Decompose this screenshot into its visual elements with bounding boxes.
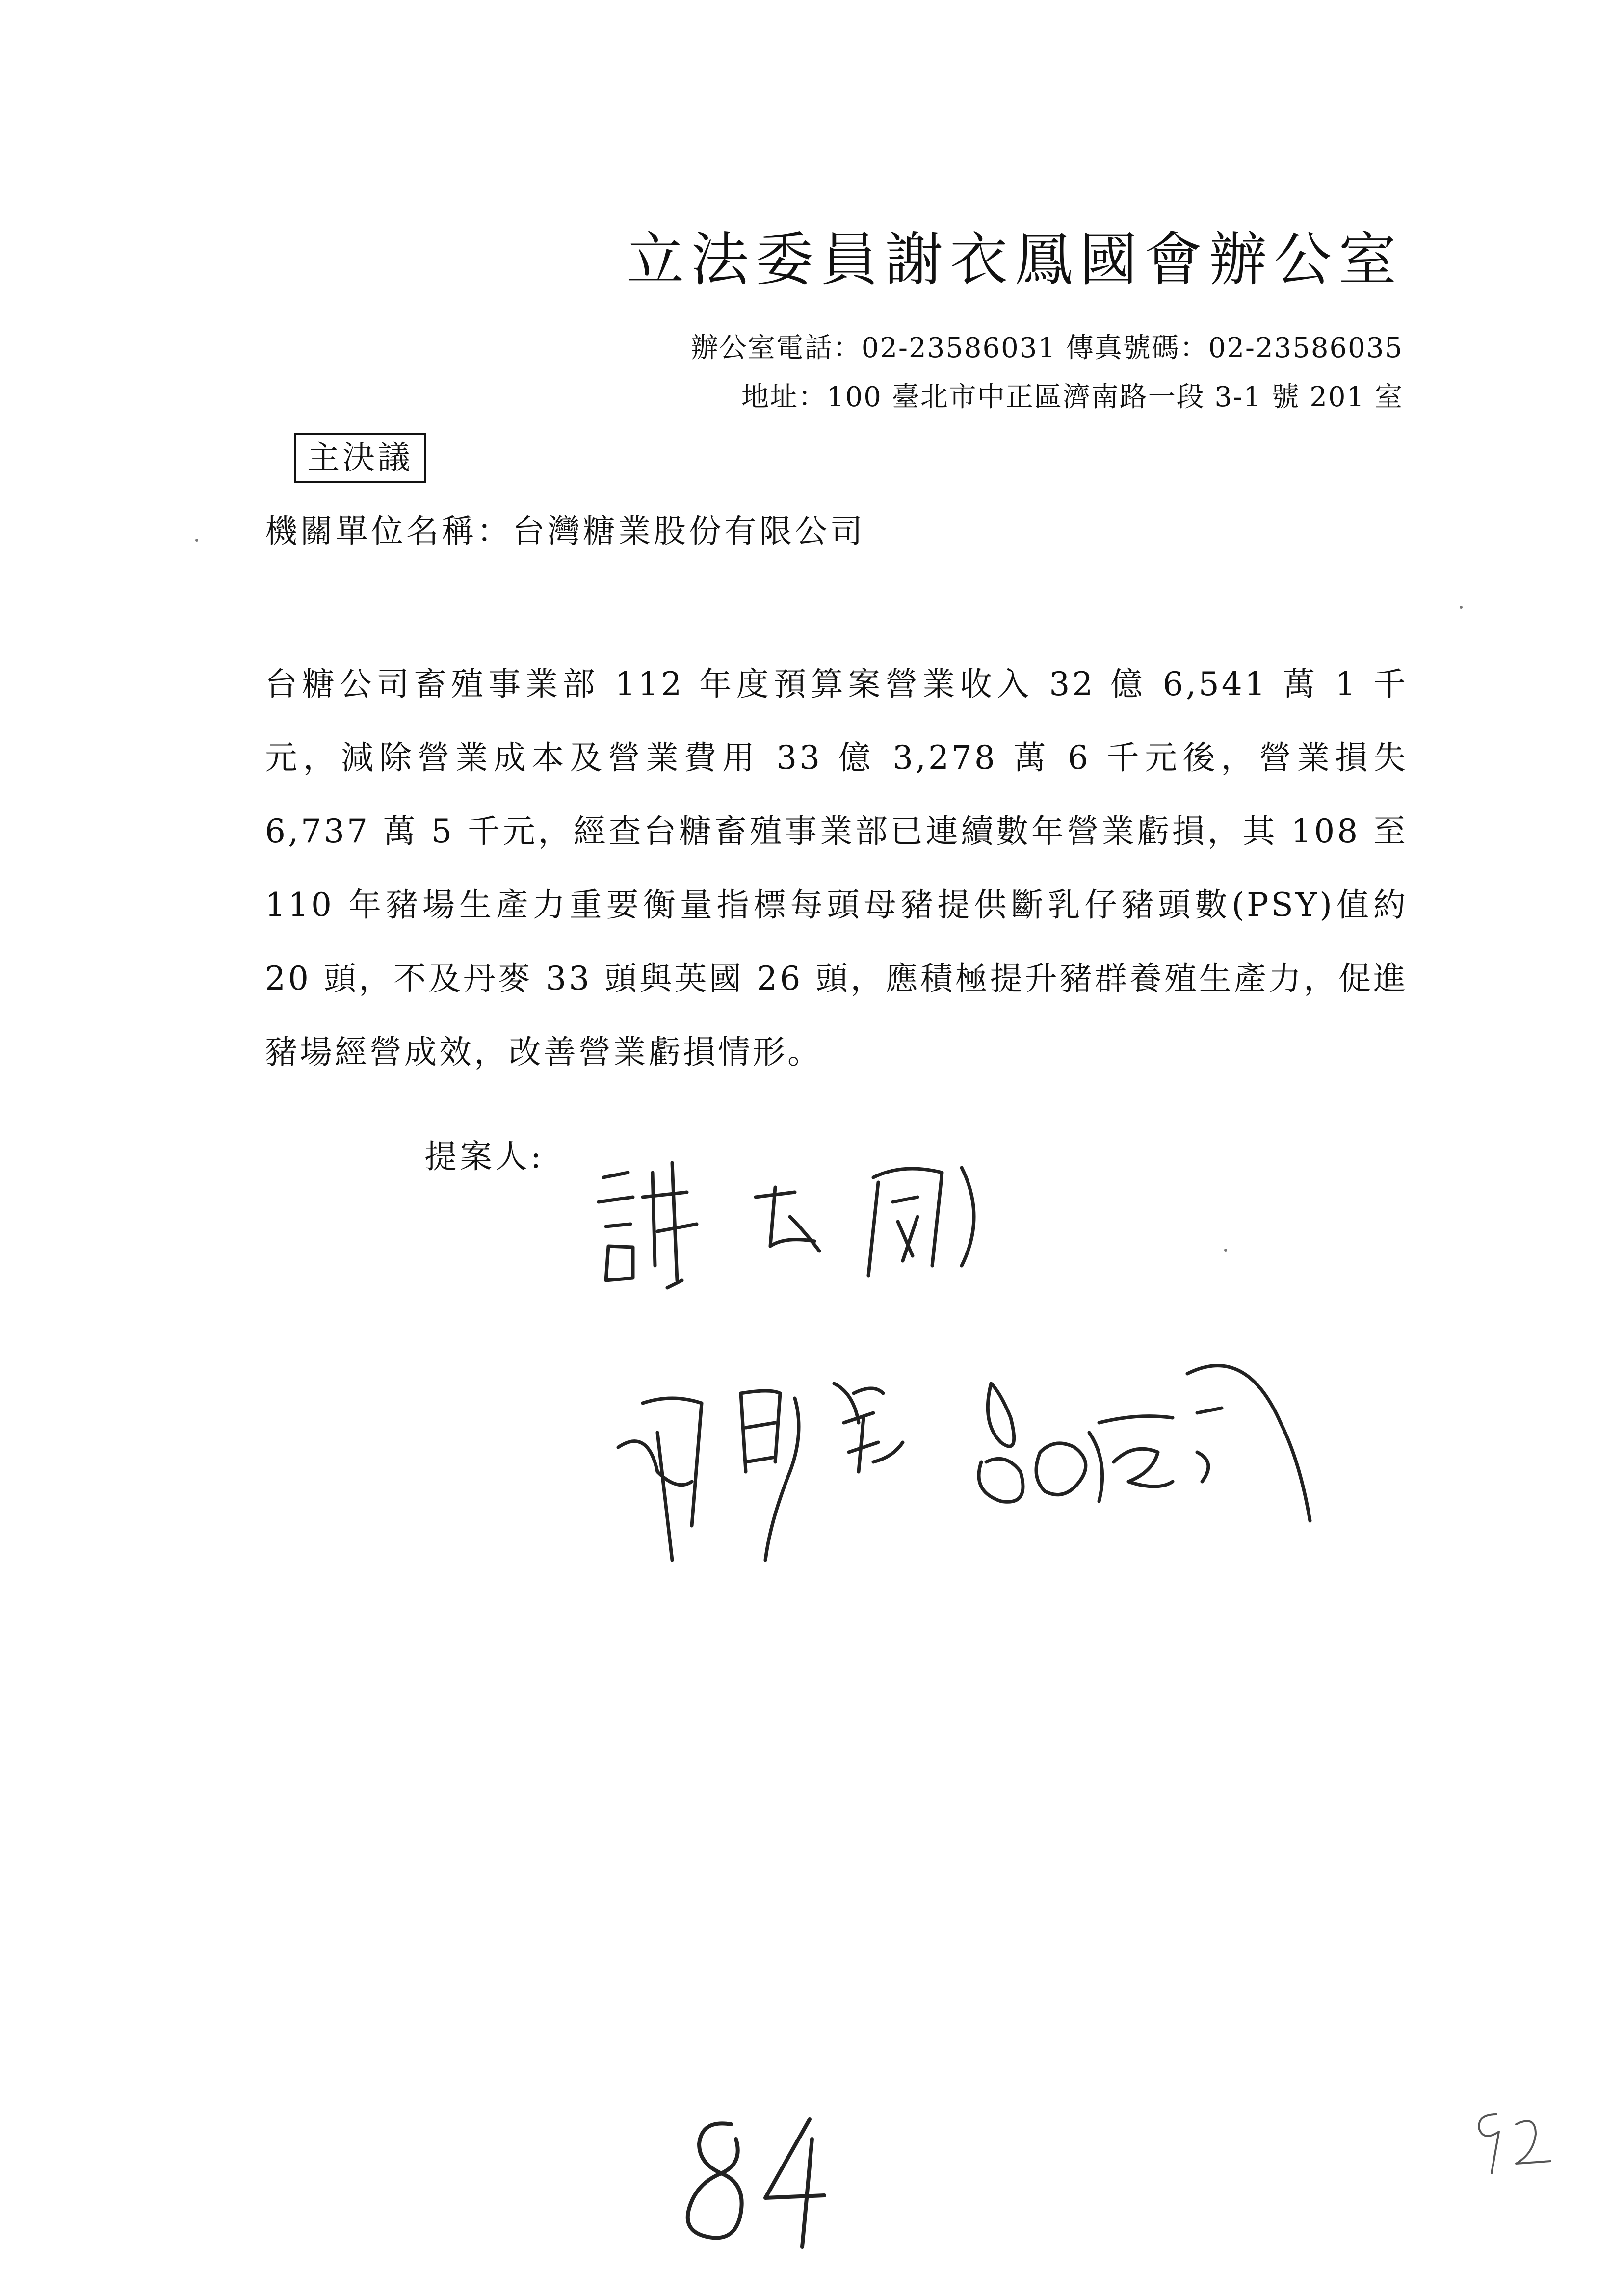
proposer-signatures bbox=[559, 1119, 1442, 1609]
organization-line: 機關單位名稱：台灣糖業股份有限公司 bbox=[265, 512, 865, 550]
handwritten-corner-mark bbox=[1462, 2105, 1570, 2183]
contact-phone-fax: 辦公室電話：02-23586031 傳真號碼：02-23586035 bbox=[690, 332, 1403, 364]
scan-speck bbox=[1224, 1249, 1227, 1252]
signature-3 bbox=[979, 1366, 1310, 1521]
handwritten-page-number bbox=[662, 2110, 868, 2257]
document-type-box: 主決議 bbox=[294, 433, 426, 483]
signature-1 bbox=[599, 1163, 974, 1288]
office-title: 立法委員謝衣鳳國會辦公室 bbox=[626, 226, 1403, 293]
scan-speck bbox=[1460, 606, 1463, 609]
proposer-label: 提案人: bbox=[424, 1138, 545, 1175]
signature-2 bbox=[618, 1383, 903, 1560]
office-address: 地址：100 臺北市中正區濟南路一段 3-1 號 201 室 bbox=[741, 381, 1403, 413]
scan-speck bbox=[195, 539, 198, 542]
resolution-body: 台糖公司畜殖事業部 112 年度預算案營業收入 32 億 6,541 萬 1 千元，減除營業成本及營業費用 33 億 3,278 萬 6 千元後，營業損失 6,737 萬 5 千元，經查台糖畜殖事業部已連續數年營業虧損，其 108 至 110 年豬場生產力重要衡量指標每頭母豬提供斷乳仔豬頭數(PSY)值約 20 頭，不及丹麥 33 頭與英國 26 頭，應積極提升豬群養殖生產力，促進豬場經營成效，改善營業虧損情形。 bbox=[265, 665, 1408, 1071]
